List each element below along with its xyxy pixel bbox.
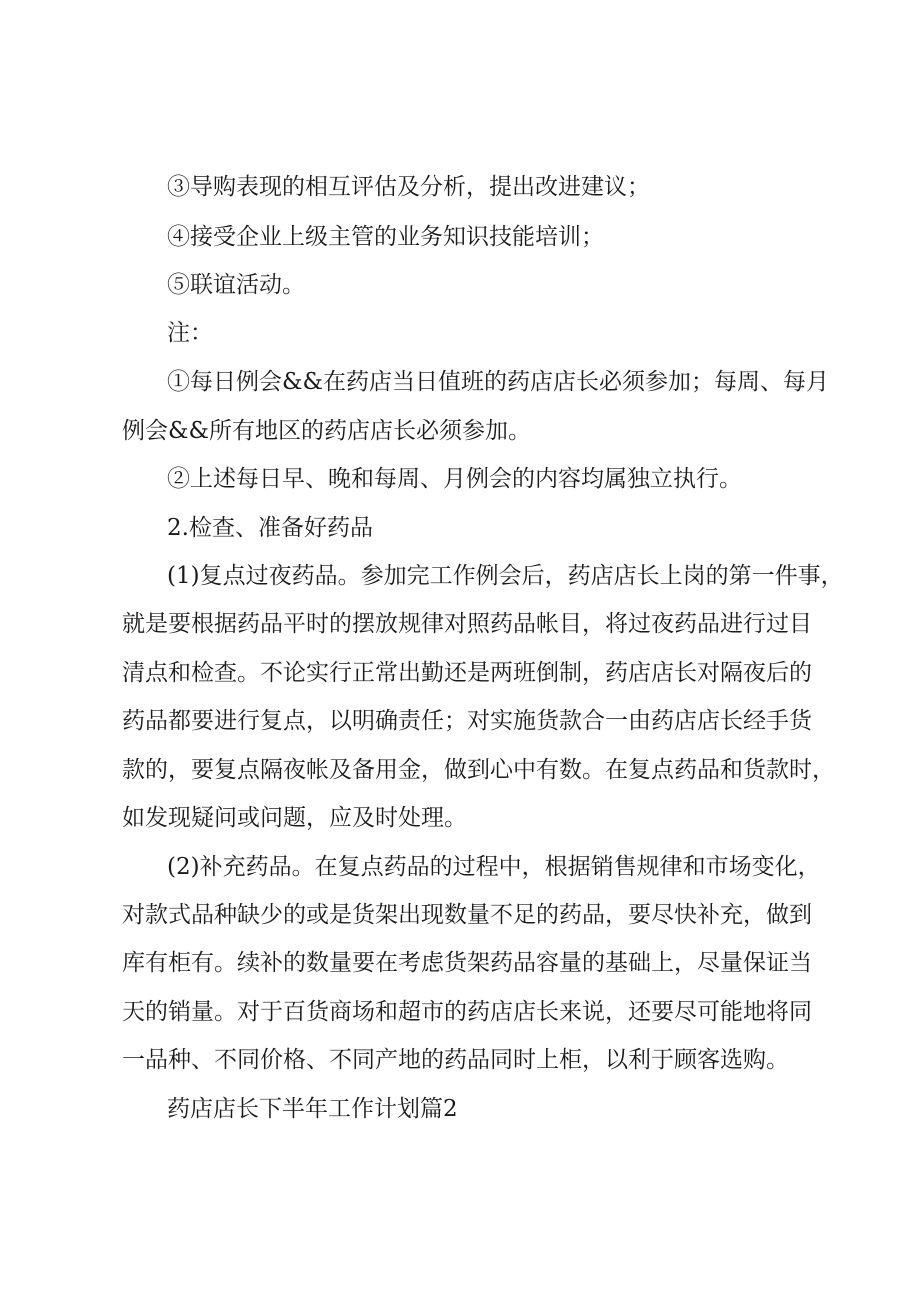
list-item-3: ③导购表现的相互评估及分析，提出改进建议； [167,174,650,200]
paragraph-2-line-4: 天的销量。对于百货商场和超市的药店店长来说，还要尽可能地将同 [122,999,812,1025]
paragraph-1-line-2: 就是要根据药品平时的摆放规律对照药品帐目，将过夜药品进行过目 [122,611,812,637]
paragraph-2-line-5: 一品种、不同价格、不同产地的药品同时上柜，以利于顾客选购。 [122,1047,789,1073]
paragraph-1-line-5: 款的，要复点隔夜帐及备用金，做到心中有数。在复点药品和货款时， [122,757,835,783]
paragraph-2-line-3: 库有柜有。续补的数量要在考虑货架药品容量的基础上，尽量保证当 [122,950,812,976]
list-item-5: ⑤联谊活动。 [167,272,305,298]
paragraph-1-line-3: 清点和检查。不论实行正常出勤还是两班倒制，药店店长对隔夜后的 [122,660,812,686]
paragraph-1-line-6: 如发现疑问或问题，应及时处理。 [122,805,467,831]
note-heading: 注： [167,320,213,346]
paragraph-1-line-1: (1)复点过夜药品。参加完工作例会后，药店店长上岗的第一件事， [167,563,844,589]
next-section-title: 药店店长下半年工作计划篇2 [167,1096,458,1122]
note-item-2: ②上述每日早、晚和每周、月例会的内容均属独立执行。 [167,466,742,492]
list-item-4: ④接受企业上级主管的业务知识技能培训； [167,224,604,250]
paragraph-1-line-4: 药品都要进行复点，以明确责任；对实施货款合一由药店店长经手货 [122,708,812,734]
note-item-1-line-2: 例会&&所有地区的药店店长必须参加。 [122,418,531,444]
section-heading: 2.检查、准备好药品 [167,515,373,541]
paragraph-2-line-2: 对款式品种缺少的或是货架出现数量不足的药品，要尽快补充，做到 [122,902,812,928]
paragraph-2-line-1: (2)补充药品。在复点药品的过程中，根据销售规律和市场变化， [167,854,821,880]
note-item-1-line-1: ①每日例会&&在药店当日值班的药店店长必须参加；每周、每月 [167,369,829,395]
